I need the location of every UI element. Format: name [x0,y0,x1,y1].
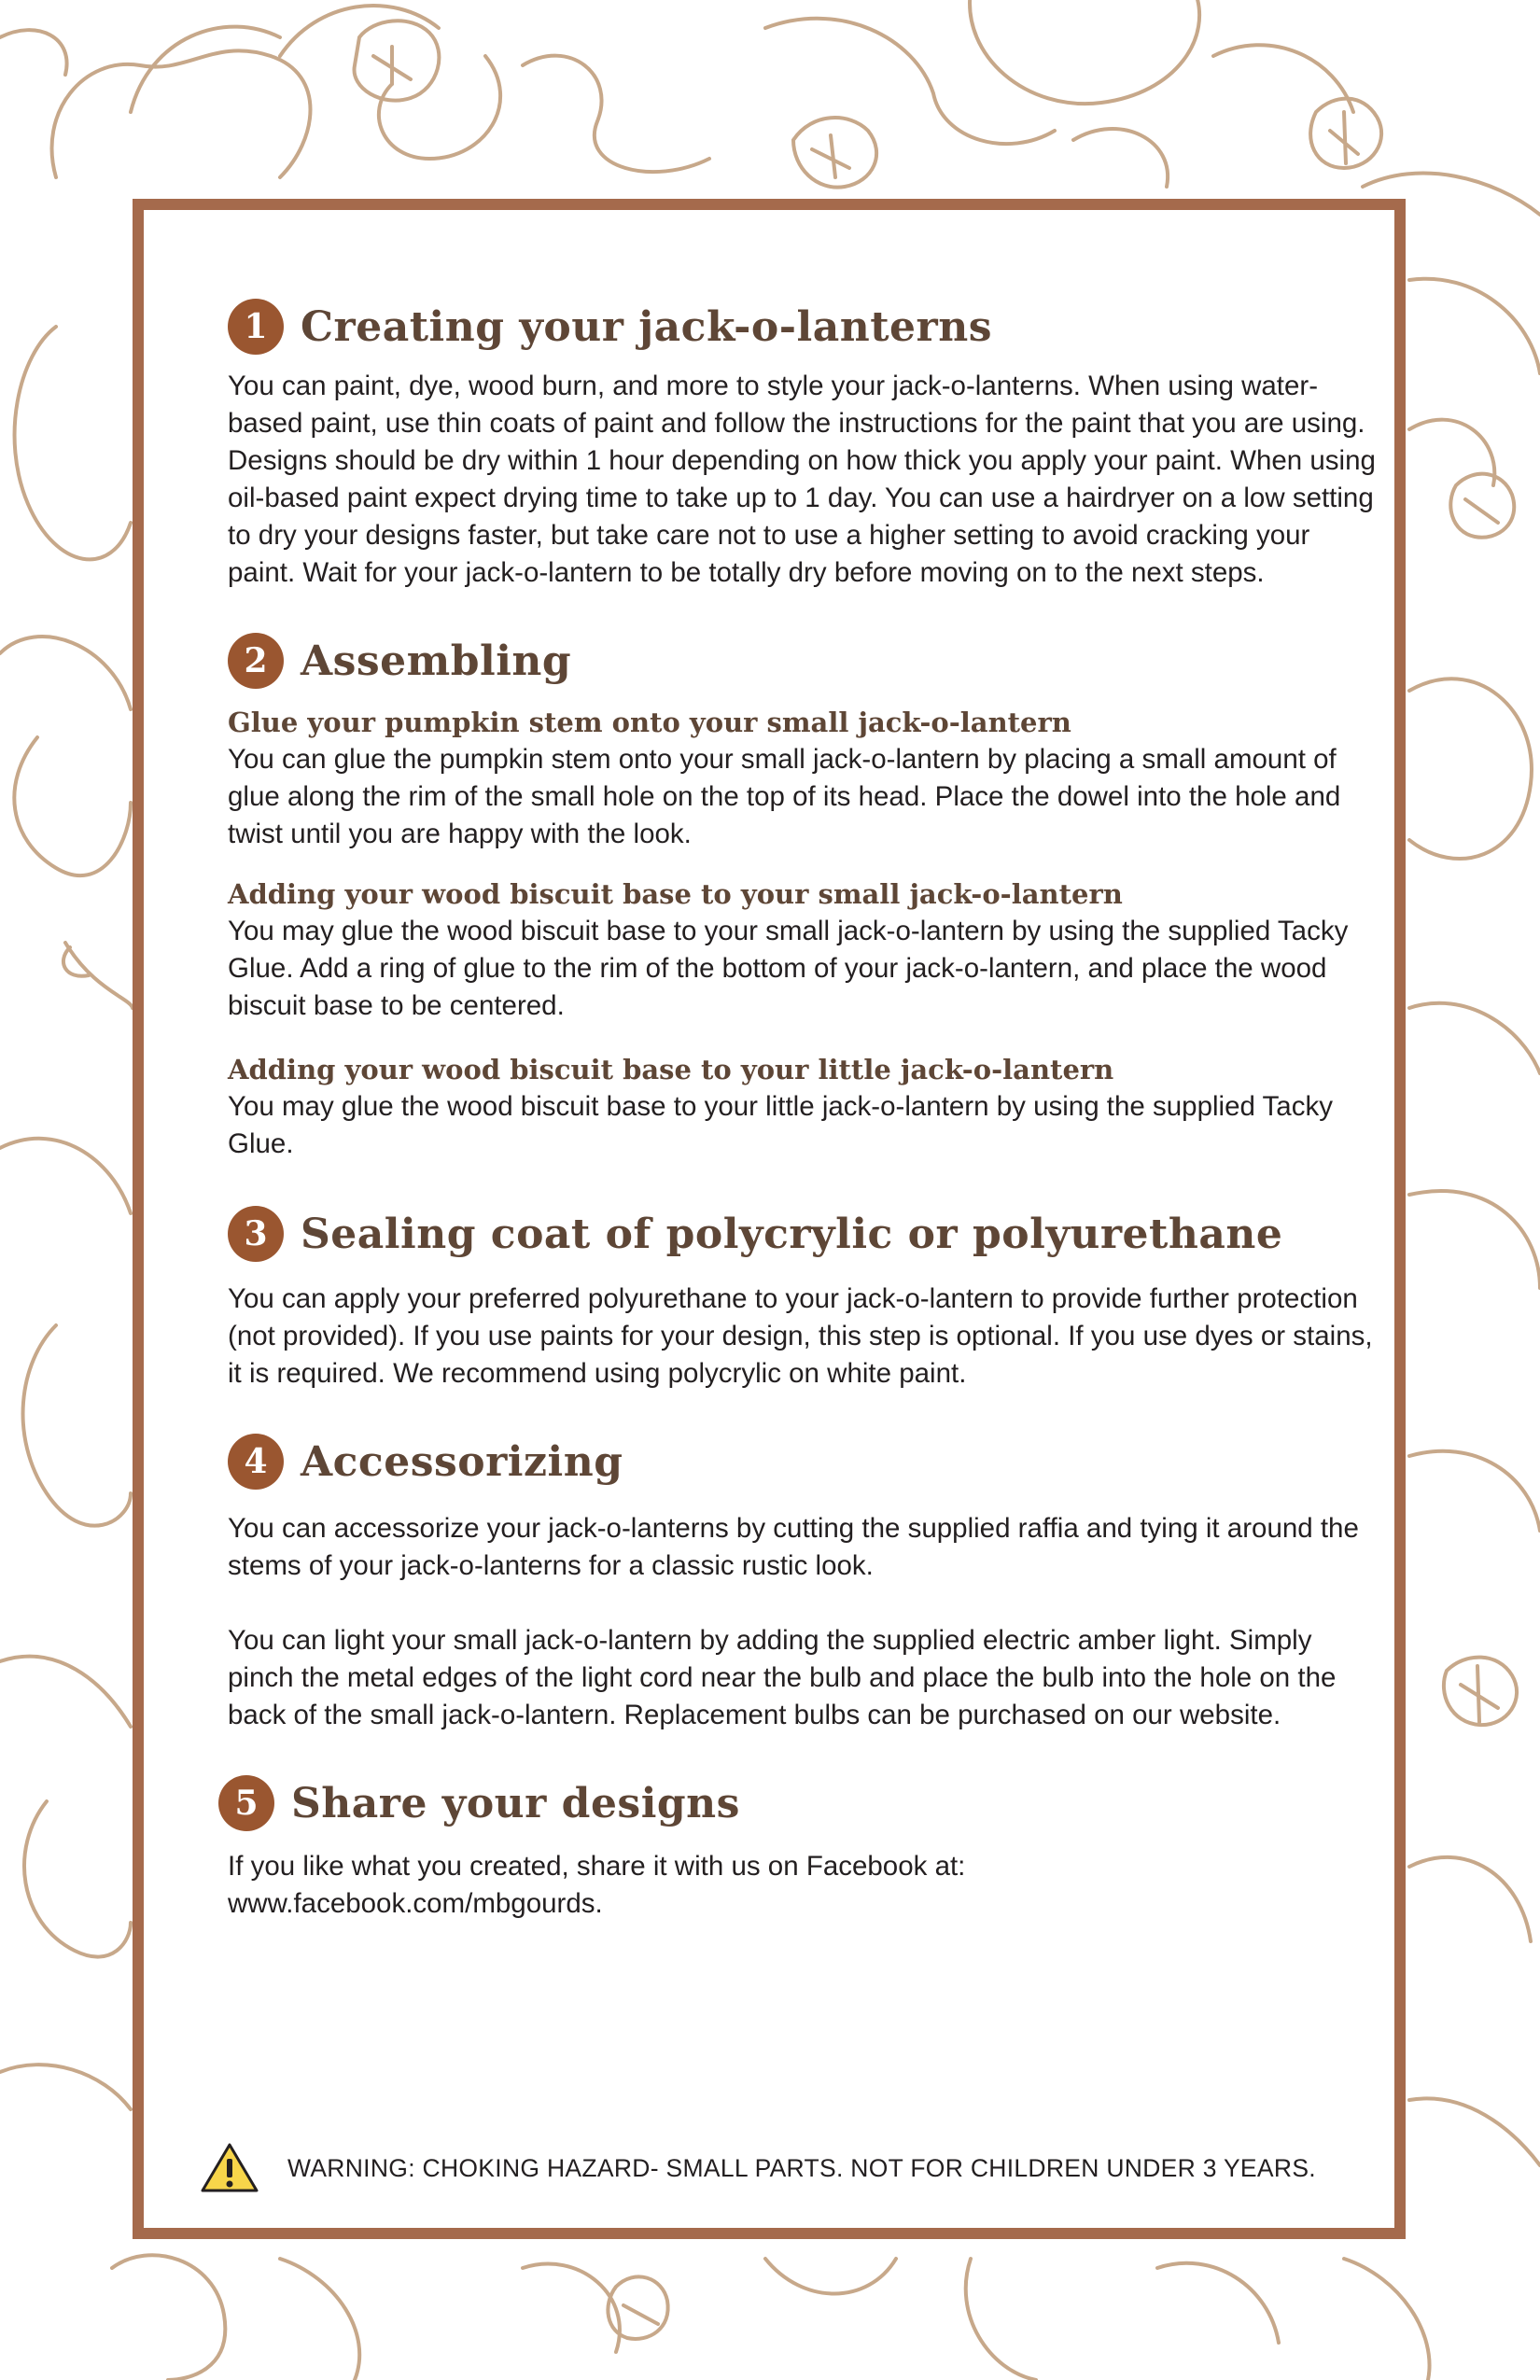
subsection-text: You may glue the wood biscuit base to your little jack-o-lantern by using the supplied Tacky Glue. [228,1091,1333,1159]
subsection-title: Adding your wood biscuit base to your small jack-o-lantern [228,878,1123,910]
section-title: Creating your jack-o-lanterns [301,302,992,351]
section-heading [228,1206,1376,1262]
section-assembling [228,633,1376,1163]
section-paragraph: You can accessorize your jack-o-lanterns by cutting the supplied raffia and tying it around the stems of your jack-o-lanterns for a classic rustic look. [228,1513,1359,1581]
section-share [218,1775,1376,1923]
subsection-text: You may glue the wood biscuit base to your small jack-o-lantern by using the supplied Tacky Glue. Add a ring of glue to the rim of the bottom of your jack-o-lantern, and place the wood biscuit base to be centered. [228,916,1349,1021]
subsection-text: You can glue the pumpkin stem onto your small jack-o-lantern by placing a small amount of glue along the rim of the small hole on the top of its head. Place the dowel into the hole and twist until you are happy with the look. [228,744,1341,849]
step-badge: 2 [228,633,284,689]
section-heading [228,1434,1376,1490]
section-title: Sealing coat of polycrylic or polyurethane [301,1210,1283,1258]
warning-notice [200,2142,1376,2194]
step-badge: 3 [228,1206,284,1262]
section-paragraph: You can light your small jack-o-lantern by adding the supplied electric amber light. Simply pinch the metal edges of the light cord near the bulb and place the bulb into the hole on the back of the small jack-o-lantern. Replacement bulbs can be purchased on our website. [228,1625,1337,1730]
section-accessorizing [228,1434,1376,1734]
section-creating [228,299,1376,592]
section-heading [218,1775,1376,1831]
step-badge: 5 [218,1775,274,1831]
instructions-card [133,199,1406,2239]
instructions-content [228,299,1376,1923]
step-badge: 1 [228,299,284,355]
section-paragraph: You can paint, dye, wood burn, and more to style your jack-o-lanterns. When using water-based paint, use thin coats of paint and follow the instructions for the paint that you are using. Designs should be dry within 1 hour depending on how thick you apply your paint. When using oil-based paint expect drying time to take up to 1 day. You can use a hairdryer on a low setting to dry your designs faster, but take care not to use a higher setting to avoid cracking your paint. Wait for your jack-o-lantern to be totally dry before moving on to the next steps. [228,371,1376,588]
subsection-title: Adding your wood biscuit base to your little jack-o-lantern [228,1054,1114,1085]
step-badge: 4 [228,1434,284,1490]
section-title: Assembling [301,637,572,685]
section-title: Share your designs [291,1779,740,1827]
section-sealing [228,1206,1376,1393]
section-title: Accessorizing [301,1437,623,1486]
subsection-title: Glue your pumpkin stem onto your small jack-o-lantern [228,707,1071,738]
warning-triangle-icon [200,2142,259,2194]
section-heading [228,633,1376,689]
section-heading [228,299,1376,355]
share-paragraph: If you like what you created, share it with us on Facebook at: www.facebook.com/mbgourds. [228,1851,966,1919]
warning-text: WARNING: CHOKING HAZARD- SMALL PARTS. NOT FOR CHILDREN UNDER 3 YEARS. [287,2153,1316,2182]
section-paragraph: You can apply your preferred polyurethane to your jack-o-lantern to provide further protection (not provided). If you use paints for your design, this step is optional. If you use dyes or stains, it is required. We recommend using polycrylic on white paint. [228,1283,1373,1389]
